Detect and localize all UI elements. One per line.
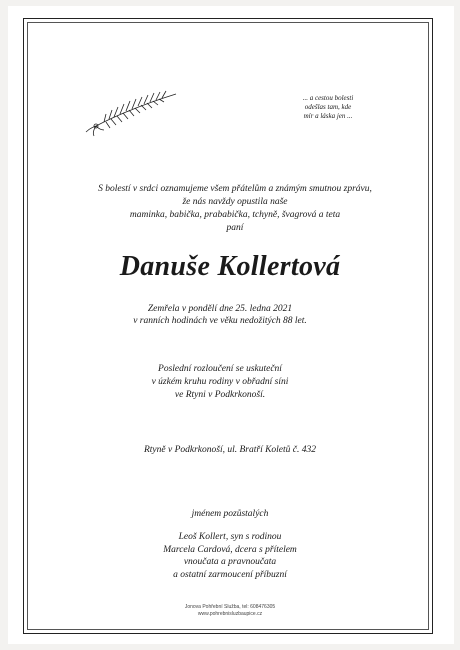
mourner-line: a ostatní zarmoucení příbuzní	[173, 569, 287, 580]
intro-line: S bolestí v srdci oznamujeme všem přátelům a známým smutnou zprávu,	[98, 184, 372, 194]
death-line: v ranních hodinách ve věku nedožitých 88 let.	[133, 316, 307, 326]
mourner-line: Marcela Cardová, dcera s přítelem	[163, 544, 297, 555]
palm-branch-with-ribbon-icon	[76, 88, 180, 138]
farewell-line: v úzkém kruhu rodiny v obřadní síni	[151, 377, 289, 387]
farewell-line: Poslední rozloučení se uskuteční	[158, 364, 282, 374]
farewell-info	[120, 363, 320, 402]
deceased-name: Danuše Kollertová	[119, 251, 341, 282]
announcement-intro	[70, 183, 400, 235]
intro-line: že nás navždy opustila naše	[182, 197, 288, 207]
intro-line: maminka, babička, prababička, tchyně, švagrová a teta	[129, 210, 341, 220]
footer-line: Jonova Pohřební Služba, tel: 608476305	[184, 604, 276, 610]
mourners-list	[100, 531, 360, 581]
motto-line: ... a cestou bolesti	[302, 94, 354, 102]
footer-link: www.pohrebnisluzbaupice.cz	[197, 611, 263, 617]
address: Rtyně v Podkrkonoší, ul. Bratří Koletů č. 432	[143, 445, 317, 455]
intro-line: paní	[226, 223, 244, 233]
mourner-line: vnoučata a pravnoučata	[183, 557, 277, 567]
motto-line: mír a láska jen ...	[303, 112, 353, 120]
motto-line: odešlas tam, kde	[304, 103, 352, 111]
farewell-line: ve Rtyni v Podkrkonoší.	[174, 390, 266, 400]
mourner-line: Leoš Kollert, syn s rodinou	[178, 532, 282, 542]
motto	[280, 94, 376, 121]
death-line: Zemřela v pondělí dne 25. ledna 2021	[147, 304, 293, 314]
on-behalf-label: jménem pozůstalých	[191, 509, 269, 519]
death-notice	[100, 303, 340, 327]
funeral-service-footer	[110, 604, 350, 618]
